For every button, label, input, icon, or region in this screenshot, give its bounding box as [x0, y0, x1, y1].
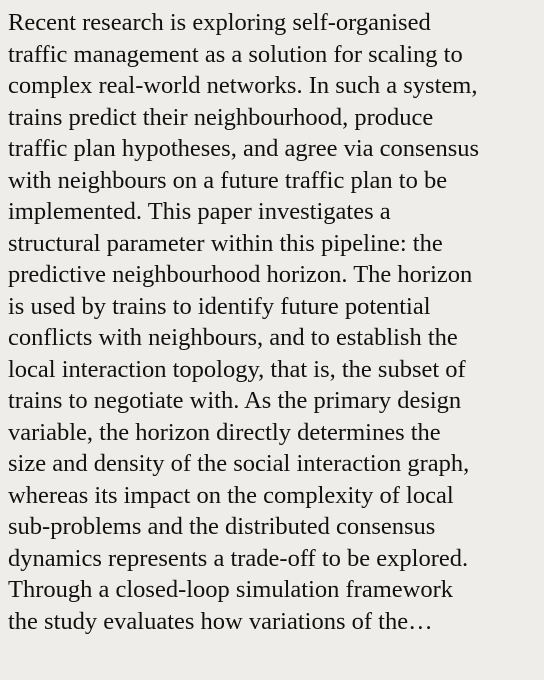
abstract-line: trains to negotiate with. As the primary design: [8, 387, 462, 414]
abstract-line: complex real-world networks. In such a system,: [8, 72, 478, 99]
abstract-line: local interaction topology, that is, the subset of: [8, 355, 466, 383]
abstract-line: Through a closed-loop simulation framework: [8, 576, 453, 603]
abstract-line: structural parameter within this pipeline: the: [8, 229, 443, 257]
abstract-line: implemented. This paper investigates a: [8, 198, 391, 225]
abstract-line: conflicts with neighbours, and to establish the: [8, 324, 458, 351]
abstract-line: the study evaluates how variations of the…: [8, 607, 433, 635]
abstract-line: whereas its impact on the complexity of local: [8, 481, 454, 509]
abstract-line: dynamics represents a trade-off to be explored.: [8, 544, 469, 572]
abstract-text: [8, 7, 540, 637]
abstract-line: is used by trains to identify future potential: [8, 292, 431, 320]
abstract-line: sub-problems and the distributed consensus: [8, 513, 436, 540]
abstract-line: size and density of the social interaction graph,: [8, 450, 470, 477]
abstract-line: traffic management as a solution for scaling to: [8, 40, 463, 68]
abstract-line: traffic plan hypotheses, and agree via consensus: [8, 135, 480, 162]
abstract-line: with neighbours on a future traffic plan to be: [8, 166, 448, 194]
abstract-line: trains predict their neighbourhood, produce: [8, 103, 434, 131]
abstract-line: Recent research is exploring self-organised: [8, 9, 431, 36]
abstract-line: variable, the horizon directly determines the: [8, 418, 441, 446]
abstract-line: predictive neighbourhood horizon. The horizon: [8, 261, 473, 288]
